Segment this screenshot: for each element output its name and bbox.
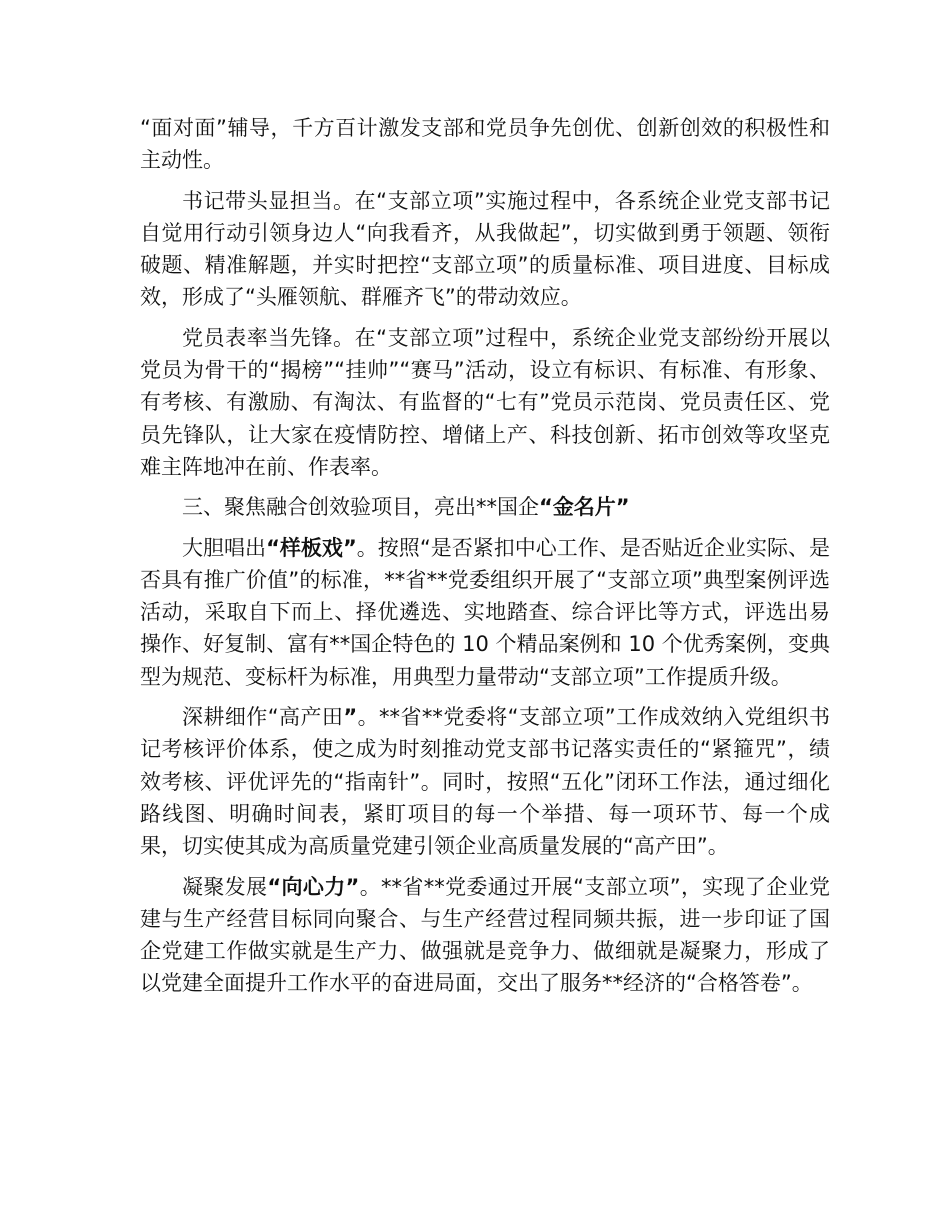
- lead-plain: 凝聚发展: [182, 874, 268, 899]
- section-heading: [140, 491, 830, 523]
- paragraph-secretary: 书记带头显担当。在“支部立项”实施过程中，各系统企业党支部书记自觉用行动引领身边人“向我看齐，从我做起”，切实做到勇于领题、领衔破题、精准解题，并实时把控“支部立项”的质量标准、项目进度、目标成效，形成了“头雁领航、群雁齐飞”的带动效应。: [140, 188, 830, 310]
- lead-plain: 大胆唱出: [182, 535, 267, 560]
- paragraph-body: 。**省**党委通过开展“支部立项”，实现了企业党建与生产经营目标同向聚合、与生产经营过程同频共振，进一步印证了国企党建工作做实就是生产力、做强就是竞争力、做细就是凝聚力，形成了以党建全面提升工作水平的奋进局面，交出了服务**经济的“合格答卷”。: [140, 874, 830, 996]
- paragraph-continuation: “面对面”辅导，千方百计激发支部和党员争先创优、创新创效的积极性和主动性。: [140, 116, 830, 173]
- section-heading-text: 三、聚焦融合创效验项目，亮出**国企: [182, 495, 539, 520]
- paragraph-body: 。**省**党委将“支部立项”工作成效纳入党组织书记考核评价体系，使之成为时刻推动党支部书记落实责任的“紧箍咒”，绩效考核、评优评先的“指南针”。同时，按照“五化”闭环工作法，通过细化路线图、明确时间表，紧盯项目的每一个举措、每一项环节、每一个成果，切实使其成为高质量党建引领企业高质量发展的“高产田”。: [140, 705, 830, 859]
- lead-bold: “样板戏”: [266, 535, 357, 560]
- lead-bold: “向心力”: [267, 874, 360, 899]
- paragraph-high-yield: [140, 701, 830, 862]
- paragraph-party-members: 党员表率当先锋。在“支部立项”过程中，系统企业党支部纷纷开展以党员为骨干的“揭榜”“挂帅”“赛马”活动，设立有标识、有标准、有形象、有考核、有激励、有淘汰、有监督的“七有”党员示范岗、党员责任区、党员先锋队，让大家在疫情防控、增储上产、科技创新、拓市创效等攻坚克难主阵地冲在前、作表率。: [140, 325, 830, 479]
- paragraph-cohesion: [140, 871, 830, 1000]
- document-page: [140, 112, 830, 1008]
- lead-plain: 深耕细作“高产田: [182, 705, 344, 730]
- section-heading-bold: “金名片”: [539, 495, 630, 520]
- paragraph-model-play: [140, 532, 830, 693]
- paragraph-body: 。按照“是否紧扣中心工作、是否贴近企业实际、是否具有推广价值”的标准，**省**党委组织开展了“支部立项”典型案例评选活动，采取自下而上、择优遴选、实地踏查、综合评比等方式，评选出易操作、好复制、富有**国企特色的 10 个精品案例和 10 个优秀案例，变典型为规范、变标杆为标准，用典型力量带动“支部立项”工作提质升级。: [140, 535, 830, 689]
- lead-bold: ”: [343, 705, 358, 730]
